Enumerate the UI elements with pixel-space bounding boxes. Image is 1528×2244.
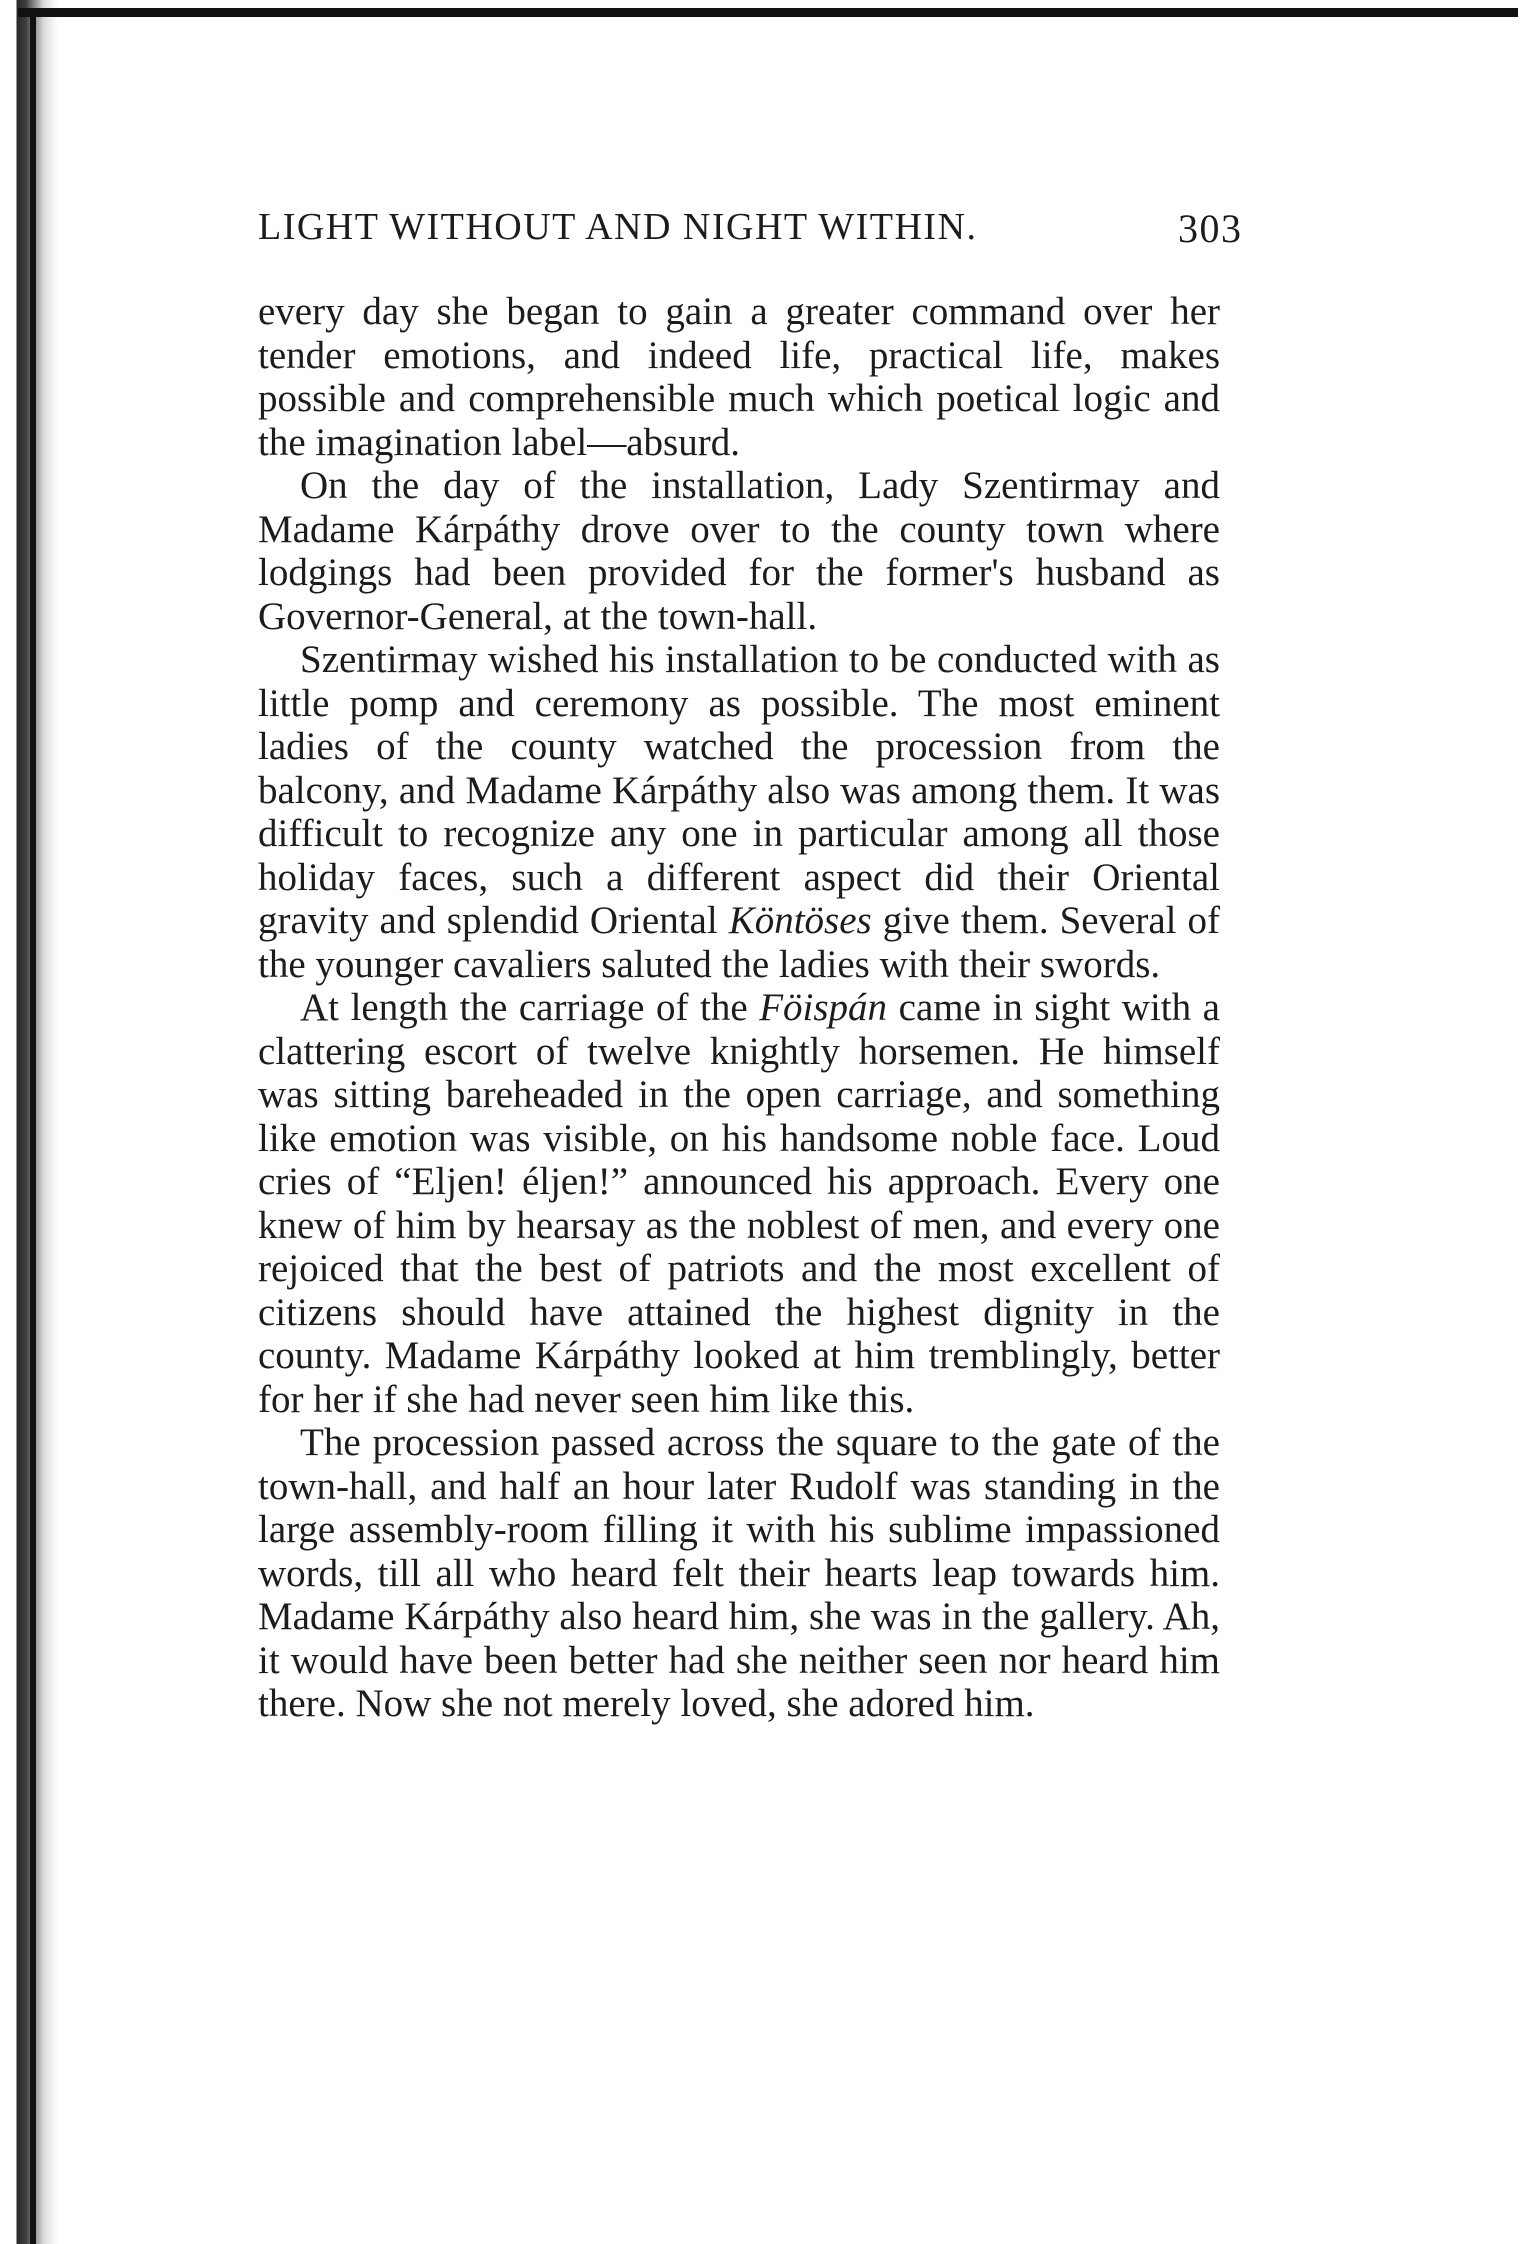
page-header bbox=[258, 205, 1258, 265]
paragraph-4-italic-term: Föispán bbox=[759, 986, 888, 1029]
book-spine-shadow bbox=[30, 8, 36, 2244]
paragraph-4-text: came in sight with a clattering escort of twelve knightly horsemen. He himself was sitting bareheaded in the open carriage, and something like emotion was visible, on his handsome noble face. Loud cries of “Eljen! éljen!” announced his approach. Every one knew of him by hearsay as the noblest of men, and every one rejoiced that the best of patriots and the most excellent of citizens should have attained the highest dignity in the county. Madame Kárpáthy looked at him tremblingly, better for her if she had never seen him like this. bbox=[258, 986, 1220, 1421]
paragraph-5 bbox=[258, 1421, 1220, 1726]
paragraph-1 bbox=[258, 290, 1220, 464]
paragraph-3 bbox=[258, 638, 1220, 986]
paragraph-4-text-start: At length the carriage of the bbox=[300, 986, 760, 1029]
paragraph-1-text: every day she began to gain a greater command over her tender emotions, and indeed life, practical life, makes possible and comprehensible much which poetical logic and the imagination label—absurd. bbox=[258, 290, 1220, 464]
book-spine-edge bbox=[0, 0, 58, 2244]
paragraph-3-text: Szentirmay wished his installation to be conducted with as little pomp and ceremony as possible. The most eminent ladies of the county watched the procession from the balcony, and Madame Kárpáthy also was among them. It was difficult to recognize any one in particular among all those holiday faces, such a different aspect did their Oriental gravity and splendid Oriental bbox=[258, 638, 1220, 942]
paragraph-5-text: The procession passed across the square to the gate of the town-hall, and half an hour later Rudolf was standing in the large assembly-room filling it with his sublime impassioned words, till all who heard felt their hearts leap towards him. Madame Kárpáthy also heard him, she was in the gallery. Ah, it would have been better had she neither seen nor heard him there. Now she not merely loved, she adored him. bbox=[258, 1421, 1220, 1725]
paragraph-2 bbox=[258, 464, 1220, 638]
top-edge-rule bbox=[18, 8, 1518, 17]
body-text bbox=[258, 290, 1220, 1726]
paragraph-4 bbox=[258, 986, 1220, 1421]
paragraph-2-text: On the day of the installation, Lady Szentirmay and Madame Kárpáthy drove over to the county town where lodgings had been provided for the former's husband as Governor-General, at the town-hall. bbox=[258, 464, 1220, 638]
paragraph-3-italic-term: Köntöses bbox=[728, 899, 872, 942]
paragraph-3-text-end: give them. Several of the younger cavaliers saluted the ladies with their swords. bbox=[258, 899, 1221, 986]
running-head: LIGHT WITHOUT AND NIGHT WITHIN. bbox=[258, 206, 978, 248]
page-number: 303 bbox=[1178, 206, 1243, 251]
